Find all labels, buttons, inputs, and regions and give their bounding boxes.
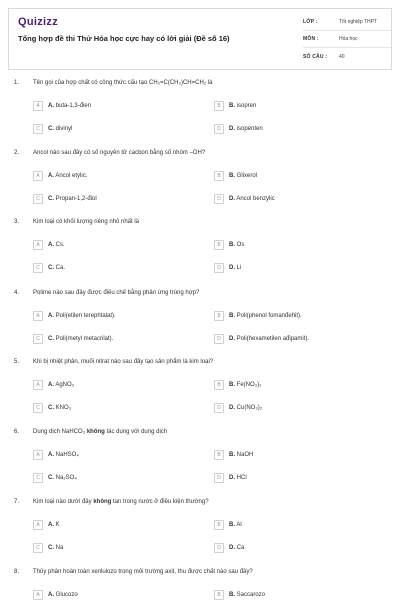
answer-option-a[interactable] bbox=[33, 170, 87, 182]
option-text: isopren bbox=[236, 103, 257, 109]
option-text: Glucozo bbox=[55, 592, 78, 598]
meta-value: Tốt nghiệp THPT bbox=[339, 19, 377, 25]
option-checkbox[interactable]: A bbox=[33, 240, 43, 250]
question-3 bbox=[0, 219, 400, 279]
option-letter: A. bbox=[48, 382, 54, 388]
option-letter: D. bbox=[229, 126, 235, 132]
option-checkbox[interactable]: B bbox=[214, 101, 224, 111]
answer-option-d[interactable] bbox=[214, 193, 275, 205]
option-letter: D. bbox=[229, 475, 235, 481]
question-text bbox=[33, 429, 167, 435]
answer-option-c[interactable] bbox=[33, 472, 77, 484]
option-checkbox[interactable]: A bbox=[33, 590, 43, 600]
answer-option-b[interactable] bbox=[214, 100, 256, 112]
option-letter: B. bbox=[229, 313, 235, 319]
option-label bbox=[48, 452, 79, 458]
option-label bbox=[229, 126, 263, 132]
option-checkbox[interactable]: C bbox=[33, 124, 43, 134]
option-label bbox=[229, 313, 302, 319]
answer-option-a[interactable] bbox=[33, 239, 65, 251]
option-text: Saccarozo bbox=[236, 592, 266, 598]
option-letter: C. bbox=[48, 196, 54, 202]
question-number: 4. bbox=[14, 290, 20, 296]
option-text: Poli(phenol fomanđehit). bbox=[236, 313, 302, 319]
answer-option-c[interactable] bbox=[33, 262, 65, 274]
option-text: HCl bbox=[236, 475, 247, 481]
option-label bbox=[229, 545, 244, 551]
option-label bbox=[48, 103, 91, 109]
question-8 bbox=[0, 569, 400, 600]
option-label bbox=[48, 196, 97, 202]
option-text: Poli(hexametilen ađipamit). bbox=[236, 336, 310, 342]
option-label bbox=[48, 265, 65, 271]
option-label bbox=[229, 196, 275, 202]
option-text: Cs. bbox=[55, 242, 65, 248]
option-text: AgNO₃ bbox=[55, 382, 75, 388]
option-label bbox=[48, 382, 74, 388]
question-text-part: tác dụng với dung dịch bbox=[104, 429, 168, 435]
question-2 bbox=[0, 150, 400, 210]
option-checkbox[interactable]: C bbox=[33, 543, 43, 553]
question-number: 8. bbox=[14, 569, 20, 575]
option-letter: C. bbox=[48, 545, 54, 551]
option-label bbox=[48, 242, 65, 248]
option-label bbox=[48, 126, 72, 132]
option-letter: D. bbox=[229, 545, 235, 551]
answer-option-c[interactable] bbox=[33, 402, 71, 414]
answer-option-d[interactable] bbox=[214, 333, 309, 345]
question-number: 2. bbox=[14, 150, 20, 156]
answer-option-b[interactable] bbox=[214, 449, 253, 461]
option-text: Fe(NO₃)₂ bbox=[236, 382, 262, 388]
answer-option-d[interactable] bbox=[214, 402, 262, 414]
question-4 bbox=[0, 290, 400, 350]
answer-option-b[interactable] bbox=[214, 519, 242, 531]
option-label bbox=[48, 405, 71, 411]
question-6 bbox=[0, 429, 400, 489]
option-checkbox[interactable]: A bbox=[33, 450, 43, 460]
question-text-emphasis: không bbox=[93, 499, 112, 505]
answer-option-d[interactable] bbox=[214, 472, 247, 484]
meta-key: LỚP : bbox=[303, 19, 318, 25]
option-checkbox[interactable]: A bbox=[33, 171, 43, 181]
question-text: Tên gọi của hợp chất có công thức cấu tạo CH₂=C(CH₃)CH=CH₂ là bbox=[33, 80, 213, 86]
option-letter: A. bbox=[48, 452, 54, 458]
answer-option-b[interactable] bbox=[214, 379, 261, 391]
option-label bbox=[229, 522, 242, 528]
option-text: Al bbox=[236, 522, 242, 528]
option-label bbox=[48, 545, 63, 551]
option-text: Ancol benzylic bbox=[236, 196, 275, 202]
option-letter: C. bbox=[48, 405, 54, 411]
answer-option-b[interactable] bbox=[214, 310, 302, 322]
option-letter: C. bbox=[48, 336, 54, 342]
option-letter: A. bbox=[48, 242, 54, 248]
option-letter: C. bbox=[48, 475, 54, 481]
option-text: Na₂SO₄ bbox=[55, 475, 77, 481]
answer-option-b[interactable] bbox=[214, 170, 257, 182]
option-letter: A. bbox=[48, 103, 54, 109]
option-letter: D. bbox=[229, 405, 235, 411]
option-checkbox[interactable]: B bbox=[214, 240, 224, 250]
question-text-part: tan trong nước ở điều kiện thường? bbox=[111, 499, 209, 505]
option-letter: D. bbox=[229, 265, 235, 271]
option-checkbox[interactable]: D bbox=[214, 124, 224, 134]
option-label bbox=[48, 592, 78, 598]
option-text: Propan-1,2-điol bbox=[55, 196, 97, 202]
option-letter: B. bbox=[229, 173, 235, 179]
answer-option-c[interactable] bbox=[33, 542, 63, 554]
option-letter: A. bbox=[48, 313, 54, 319]
option-letter: A. bbox=[48, 522, 54, 528]
option-label bbox=[229, 265, 241, 271]
option-label bbox=[229, 452, 253, 458]
question-text-part: Kim loại nào dưới đây bbox=[33, 499, 94, 505]
option-checkbox[interactable]: D bbox=[214, 334, 224, 344]
answer-option-c[interactable] bbox=[33, 333, 113, 345]
option-checkbox[interactable]: C bbox=[33, 473, 43, 483]
question-text: Kim loại có khối lượng riêng nhỏ nhất là bbox=[33, 219, 140, 225]
option-letter: C. bbox=[48, 126, 54, 132]
question-number: 1. bbox=[14, 80, 20, 86]
answer-option-d[interactable] bbox=[214, 123, 263, 135]
question-7 bbox=[0, 499, 400, 559]
meta-value: Hóa học bbox=[339, 36, 358, 42]
option-letter: A. bbox=[48, 592, 54, 598]
option-checkbox[interactable]: B bbox=[214, 450, 224, 460]
question-number: 3. bbox=[14, 219, 20, 225]
option-checkbox[interactable]: A bbox=[33, 101, 43, 111]
question-text: Polime nào sau đây được điều chế bằng phản ứng trùng hợp? bbox=[33, 290, 200, 296]
answer-option-d[interactable] bbox=[214, 262, 241, 274]
option-checkbox[interactable]: D bbox=[214, 543, 224, 553]
option-letter: B. bbox=[229, 242, 235, 248]
option-letter: B. bbox=[229, 382, 235, 388]
option-checkbox[interactable]: D bbox=[214, 403, 224, 413]
meta-key: SỐ CÂU : bbox=[303, 53, 328, 60]
answer-option-a[interactable] bbox=[33, 379, 74, 391]
option-text: NaOH bbox=[236, 452, 254, 458]
meta-key: MÔN : bbox=[303, 36, 319, 42]
answer-option-a[interactable] bbox=[33, 310, 116, 322]
option-text: Poli(etilen terephtalat). bbox=[55, 313, 116, 319]
option-letter: B. bbox=[229, 103, 235, 109]
option-text: buta-1,3-đien bbox=[55, 103, 92, 109]
answer-option-c[interactable] bbox=[33, 193, 97, 205]
answer-option-a[interactable] bbox=[33, 449, 79, 461]
option-label bbox=[229, 405, 262, 411]
question-text-part: Dung dịch NaHCO₃ bbox=[33, 429, 87, 435]
option-letter: B. bbox=[229, 452, 235, 458]
question-number: 5. bbox=[14, 359, 20, 365]
option-letter: C. bbox=[48, 265, 54, 271]
option-checkbox[interactable]: A bbox=[33, 520, 43, 530]
option-text: divinyl bbox=[55, 126, 73, 132]
option-letter: B. bbox=[229, 592, 235, 598]
option-label bbox=[229, 336, 309, 342]
option-checkbox[interactable]: D bbox=[214, 473, 224, 483]
option-label bbox=[48, 313, 116, 319]
option-text: Ca bbox=[236, 545, 245, 551]
answer-option-a[interactable] bbox=[33, 519, 60, 531]
question-text-emphasis: không bbox=[86, 429, 105, 435]
answer-option-c[interactable] bbox=[33, 123, 72, 135]
option-label bbox=[48, 336, 113, 342]
question-number: 6. bbox=[14, 429, 20, 435]
option-label bbox=[229, 103, 256, 109]
option-text: Ca. bbox=[55, 265, 66, 271]
question-text: Khi bị nhiệt phân, muối nitrat nào sau đây tạo sản phẩm là kim loại? bbox=[33, 359, 214, 365]
option-letter: B. bbox=[229, 522, 235, 528]
option-checkbox[interactable]: C bbox=[33, 194, 43, 204]
option-checkbox[interactable]: A bbox=[33, 380, 43, 390]
option-text: isopenten bbox=[236, 126, 263, 132]
worksheet-title: Tổng hợp đề thi Thử Hóa học cực hay có lời giải (Đề số 16) bbox=[18, 34, 230, 43]
option-text: Poli(metyl metacrilat). bbox=[55, 336, 114, 342]
question-text bbox=[33, 499, 209, 505]
question-text: Ancol nào sau đây có số nguyên tử cacbon bằng số nhóm –OH? bbox=[33, 150, 206, 156]
option-checkbox[interactable]: B bbox=[214, 311, 224, 321]
answer-option-b[interactable] bbox=[214, 589, 265, 600]
option-letter: D. bbox=[229, 336, 235, 342]
option-text: Na bbox=[55, 545, 64, 551]
option-checkbox[interactable]: B bbox=[214, 590, 224, 600]
question-1 bbox=[0, 80, 400, 140]
quizizz-logo: Quizizz bbox=[18, 16, 58, 28]
option-text: Li bbox=[236, 265, 242, 271]
option-label bbox=[229, 475, 247, 481]
option-label bbox=[229, 382, 261, 388]
option-text: Glixerol bbox=[236, 173, 258, 179]
option-text: NaHSO₄ bbox=[55, 452, 79, 458]
option-text: Os bbox=[236, 242, 245, 248]
option-label bbox=[48, 173, 87, 179]
option-checkbox[interactable]: A bbox=[33, 311, 43, 321]
answer-option-a[interactable] bbox=[33, 589, 78, 600]
option-label bbox=[229, 242, 244, 248]
meta-value: 40 bbox=[339, 53, 345, 60]
option-letter: D. bbox=[229, 196, 235, 202]
answer-option-d[interactable] bbox=[214, 542, 244, 554]
option-text: KNO₃ bbox=[55, 405, 72, 411]
option-text: Ancol etylic. bbox=[55, 173, 88, 179]
option-label bbox=[48, 475, 77, 481]
option-checkbox[interactable]: B bbox=[214, 380, 224, 390]
option-label bbox=[229, 173, 257, 179]
question-5 bbox=[0, 359, 400, 419]
question-text: Thủy phân hoàn toàn xenlulozo trong môi trường axit, thu được chất nào sau đây? bbox=[33, 569, 253, 575]
option-text: Cu(NO₃)₂ bbox=[236, 405, 263, 411]
option-checkbox[interactable]: C bbox=[33, 334, 43, 344]
question-number: 7. bbox=[14, 499, 20, 505]
answer-option-b[interactable] bbox=[214, 239, 244, 251]
option-checkbox[interactable]: C bbox=[33, 403, 43, 413]
option-checkbox[interactable]: D bbox=[214, 194, 224, 204]
option-checkbox[interactable]: C bbox=[33, 263, 43, 273]
option-checkbox[interactable]: B bbox=[214, 520, 224, 530]
answer-option-a[interactable] bbox=[33, 100, 91, 112]
option-letter: A. bbox=[48, 173, 54, 179]
option-label bbox=[229, 592, 265, 598]
option-checkbox[interactable]: B bbox=[214, 171, 224, 181]
option-label bbox=[48, 522, 60, 528]
option-text: K bbox=[55, 522, 60, 528]
option-checkbox[interactable]: D bbox=[214, 263, 224, 273]
